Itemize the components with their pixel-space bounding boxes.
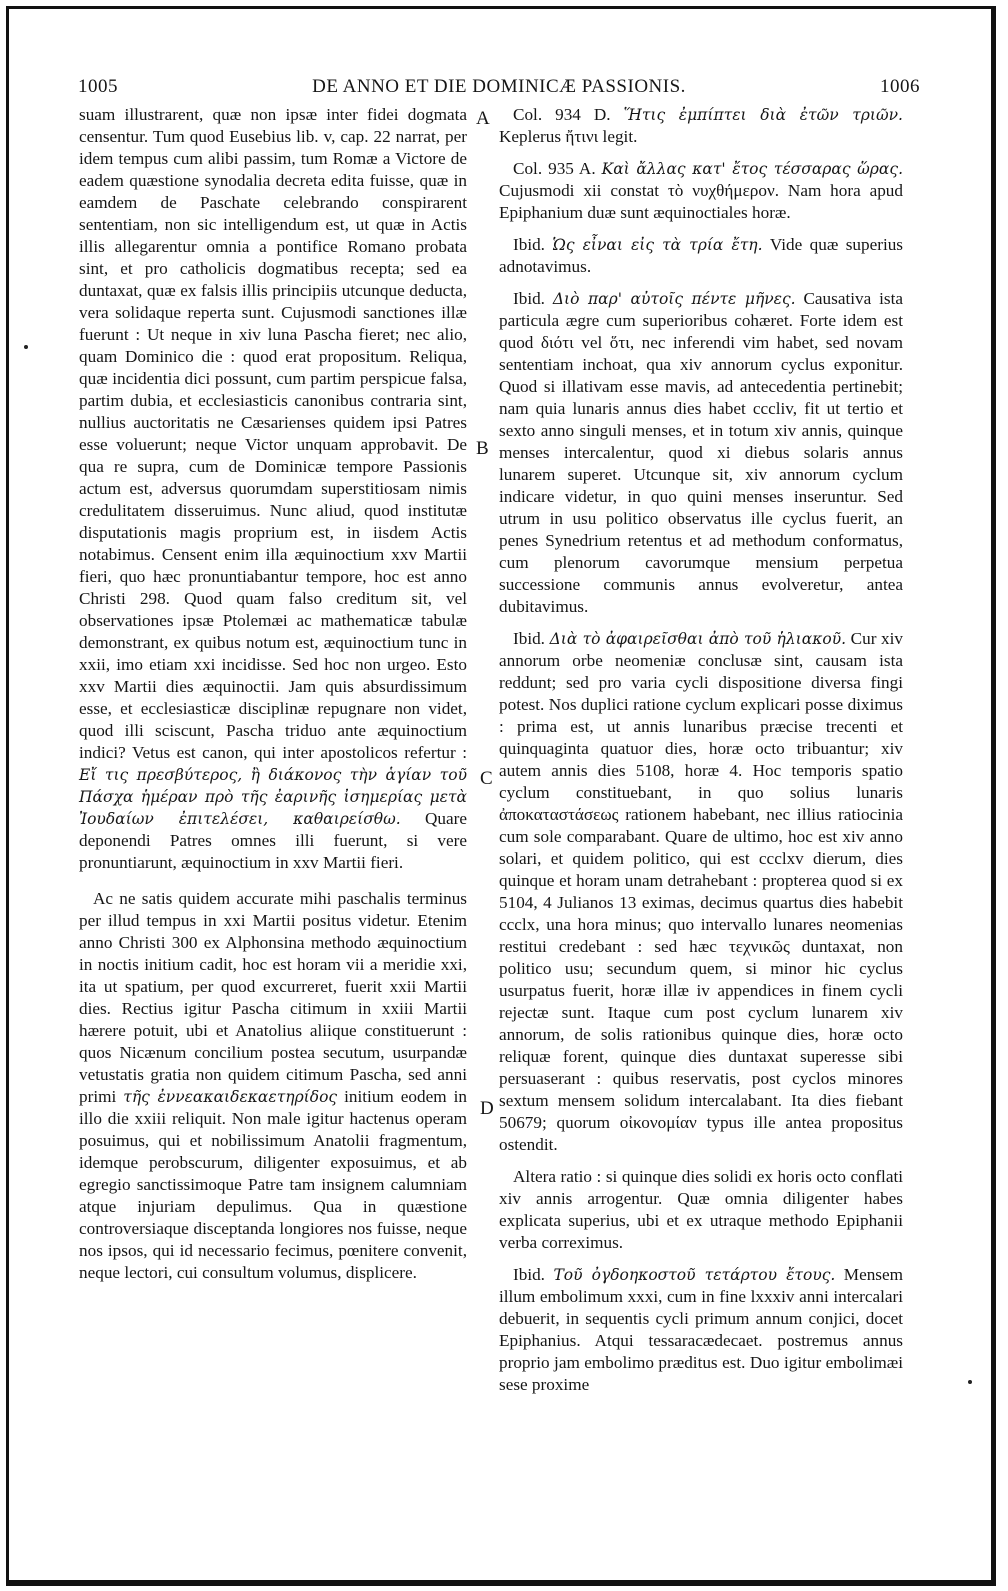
scan-speck [24,345,28,349]
left-column [79,104,467,1294]
note-altera-ratio [499,1166,903,1254]
note-ibid [499,288,903,618]
right-column [499,104,903,1406]
margin-letter-d: D [480,1098,494,1119]
text-run: Altera ratio : si quinque dies solidi ex horis octo conflati xiv annis arrogentur. Quæ omnia diligenter habes explicata superius, ubi et ex utraque methodo Epiphanii verba correximus. [499,1167,903,1252]
text-run: Col. 935 A. [513,159,602,178]
text-run: Cur xiv annorum orbe neomeniæ conclusæ sint, causam ista reddunt; sed pro varia cycli dispositione diversa fingi potest. Nos duplici ratione cyclum explicari posse diximus : prima est, ut annis lunaribus præcise trecenti et quinquaginta quatuor dies, horæ octo tribuantur; xiv autem annis dies 5108, horæ 4. Hoc temporis spatio cyclum constituebant, in quo solius lunaris ἀποκαταστάσεως rationem habebant, nec illius ratiocinia cum sole comparabant. Quare de ultimo, hoc est xiv anno solari, et quidem politico, qui est ccclxv dierum, dies quinque et horam unam detrahebant : propterea quod si ex 5104, 4 Julianos 13 eximas, decimus quartus dies habebit ccclx, una hora minus; quo intervallo lunares neomenias restitui credebant : sed hæc τεχνικῶς duntaxat, non politico usu; secundum quem, si minor hic cyclus usurpatus fuerit, horæ illæ iv appendices in finem cycli rejectæ sunt. Itaque cum post cyclum lunarem xiv annorum, de solis rationibus quinque dies, horæ octo reliquæ forent, quinque dies duntaxat superesse sibi persuaserant : quibus reservatis, post cyclos minores sextum mensem solidum intercalabant. Ita dies fiebant 50679; quorum οἰκονομίαν typus ille antea propositus ostendit. [499,629,903,1154]
text-run: initium eodem in illo die xxiii reliquit. Non male igitur hactenus operam posuimus, qui et nobilissimum Anatolii fragmentum, idemque perobscurum, diligenter exposuimus, et ab egregio sanctissimoque Patre tam insignem calumniam atque injuriam depulimus. Qua in quæstione controversiaque disceptanda longiores nos fuisse, neque nos ipsos, qui id necessario fecimus, pœnitere convenit, neque lectori, cui consultum volumus, displicere. [79,1087,467,1282]
text-run: Cujusmodi xii constat τὸ νυχθήμερον. Nam hora apud Epiphanium duæ sunt æquinoctiales horæ. [499,181,903,222]
text-run: Ibid. [513,235,553,254]
greek-quote: Διὸ παρ' αὐτοῖς πέντε μῆνες. [552,290,796,308]
text-run: Vide quæ superius adnotavimus. [499,235,903,276]
note-ibid [499,628,903,1156]
margin-letter-b: B [476,438,489,459]
note-col-934 [499,104,903,148]
greek-quote: Διὰ τὸ ἀφαιρεῖσθαι ἀπὸ τοῦ ἡλιακοῦ. [549,630,847,648]
note-ibid [499,234,903,278]
text-run: Mensem illum embolimum xxxi, cum in fine lxxxiv anni intercalari debuerit, in sequentis cycli primum annum conjici, docet Epiphanius. Atqui tessaracædecaet. postremus annus proprio jam embolimo præditus est. Duo igitur embolimæi sese proxime [499,1265,903,1394]
greek-quote: τῆς ἐννεακαιδεκαετηρίδος [123,1088,338,1106]
page-number-right: 1006 [880,76,920,97]
greek-quote: Ὡς εἶναι εἰς τὰ τρία ἔτη. [552,236,763,254]
text-run: Keplerus ἤτινι legit. [499,127,638,146]
greek-quote: Ἥτις ἐμπίπτει διὰ ἐτῶν τριῶν. [623,106,903,124]
text-run: Quare deponendi Patres omnes illi fuerunt, si vere pronuntiarunt, æquinoctium in xxv Martii fieri. [79,809,467,872]
note-ibid [499,1264,903,1396]
text-run: Ibid. [513,1265,554,1284]
text-run: Col. 934 D. [513,105,624,124]
greek-quote: Καὶ ἄλλας κατ' ἔτος τέσσαρας ὥρας. [601,160,903,178]
greek-quote: Εἴ τις πρεσβύτερος, ἢ διάκονος τὴν ἁγίαν τοῦ Πάσχα ἡμέραν πρὸ τῆς ἐαρινῆς ἰσημερίας μετὰ Ἰουδαίων ἐπιτελέσει, καθαιρείσθω. [79,766,467,828]
paragraph [79,888,467,1284]
running-header [78,76,920,98]
scan-speck [968,1380,972,1384]
text-run: Causativa ista particula ægre cum superioribus cohæret. Forte idem est quod διότι vel ὅτι, nec inferendi vim habet, sed novam sententiam inchoat, qua xiv annorum cyclus exponitur. Quod si illativam esse mavis, ad antecedentia pertinebit; nam quia lunaris annus dies habet cccliv, fit ut tertio et sexto anno singuli menses, et in totum xiv annis, quinque menses intercalentur, quod xi diebus solaris annus lunarem superet. Utcunque sit, xiv annorum cyclum indicare videtur, in quo quini menses inseruntur. Sed utrum in usu politico observatus ille cyclus fuerit, an penes Synedrium retentus et ad methodum conformatus, cum plenorum cavorumque mensium perpetua successione communis annus evolveretur, antea dubitavimus. [499,289,903,616]
note-col-935 [499,158,903,224]
text-run: Ac ne satis quidem accurate mihi paschalis terminus per illud tempus in xxi Martii positus videtur. Etenim anno Christi 300 ex Alphonsina methodo æquinoctium in noctis initium cadit, hoc est horam vii a meridie xxi, ita ut spatium, per quod excurreret, fuerit xxii Martii dies. Rectius igitur Pascha citimum in xxiii Martii hærere potuit, ubi et Anatolius aliique constituerunt : quos Nicænum concilium postea secutum, usurpandæ vetustatis gratia non quidem citimum Pascha, sed anni primi [79,889,467,1106]
paragraph [79,104,467,874]
greek-quote: Τοῦ ὀγδοηκοστοῦ τετάρτου ἔτους. [553,1266,836,1284]
text-run: suam illustrarent, quæ non ipsæ inter fidei dogmata censentur. Tum quod Eusebius lib. v, cap. 22 narrat, per idem tempus cum alibi passim, tum Romæ a Victore de eadem quæstione synodalia decreta edita fuisse, quæ in eamdem de Paschate celebrando conspirarent sententiam, non sic intelligendum est, ut quæ in Actis illis allegarentur omnia a pontifice Romano probata sint, et pro catholicis dogmatibus recepta; sed ea duntaxat, quæ ex falsis illis principiis utcunque deducta, vera solidaque reperta sunt. Cujusmodi sanctiones illæ fuerunt : Ut neque in xiv luna Pascha fieret; nec alio, quam Dominico die : quod erat propositum. Reliqua, quæ incidentia dici possunt, cum partim perspicue falsa, partim dubia, et ecclesiasticis canonibus contraria sint, nullius auctoritatis ne Cæsarienses quidem ipsi Patres esse voluerunt; neque Victor unquam approbavit. De qua re supra, cum de Dominicæ tempore Passionis actum est, adversus quorumdam superstitiosam nimis credulitatem disseruimus. Nunc aliud, quod institutæ disputationis magis proprium est, in iisdem Actis notabimus. Censent enim illa æquinoctium xxv Martii fieri, quo hæc pronuntiabantur tempore, hoc est anno Christi 298. Quod quam falso creditum sit, vel observationes ipsæ Ptolemæi ac mathematicæ tabulæ demonstrant, ex quibus notum est, æquinoctium tunc in xxii, imo etiam xxi incidisse. Sed hoc non urgeo. Esto xxv Martii dies æquinoctii. Jam quis absurdissimum esse, et ecclesiasticæ disciplinæ repugnare non videt, quod illi sciscunt, Pascha triduo ante æquinoctium indici? Vetus est canon, qui inter apostolicos refertur : [79,105,467,762]
margin-letter-c: C [480,768,493,789]
page-number-left: 1005 [78,76,118,97]
text-run: Ibid. [513,629,550,648]
text-run: Ibid. [513,289,553,308]
running-title: DE ANNO ET DIE DOMINICÆ PASSIONIS. [312,76,686,97]
margin-letter-a: A [476,108,490,129]
